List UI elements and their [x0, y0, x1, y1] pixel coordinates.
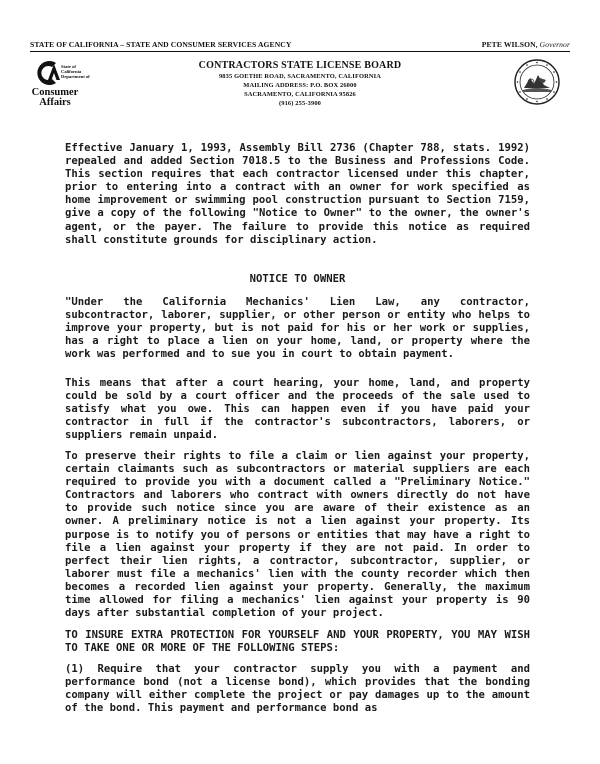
notice-title: NOTICE TO OWNER	[249, 273, 346, 285]
board-city: SACRAMENTO, CALIFORNIA 95826	[244, 91, 356, 98]
board-name: CONTRACTORS STATE LICENSE BOARD	[198, 60, 402, 71]
agency-name: STATE OF CALIFORNIA – STATE AND CONSUMER SERVICES AGENCY	[30, 40, 292, 49]
header-rule	[30, 51, 570, 52]
notice-paragraph-2: This means that after a court hearing, your home, land, and property could be sold by a court officer and the proceeds of the sale used to satisfy what you owe. This can happen even if you have paid your contractor in full if the contractor's subcontractors, laborers, or suppliers remain unpaid.	[65, 377, 530, 442]
step-1-paragraph: (1) Require that your contractor supply you with a payment and performance bond (not a license bond), which provides that the bonding company will either complete the project or pay damages up to the amount of the bond. This payment and performance bond as	[65, 663, 530, 715]
logo-caption: State of California Department of	[61, 64, 90, 80]
board-phone: (916) 255-3900	[278, 100, 322, 107]
protection-heading: TO INSURE EXTRA PROTECTION FOR YOURSELF AND YOUR PROPERTY, YOU MAY WISH TO TAKE ONE OR MORE OF THE FOLLOWING STEPS:	[65, 629, 530, 655]
notice-paragraph-3: To preserve their rights to file a claim or lien against your property, certain claimants such as subcontractors or material suppliers are each required to provide you with a document called a "Preliminary Notice." Contractors and laborers who contract with owners directly do not have to provide such notice since you are aware of their existence as an owner. A preliminary notice is not a lien against your property. Its purpose is to notify you of persons or entities that may have a right to file a lien against your property if they are not paid. In order to perfect their lien rights, a contractor, subcontractor, supplier, or laborer must file a mechanics' lien with the county recorder which then becomes a recorded lien against your property. Generally, the maximum time allowed for filing a mechanics' lien against your property is 90 days after substantial completion of your project.	[65, 450, 530, 620]
state-seal-icon	[506, 58, 568, 106]
governor-title: Governor	[539, 40, 570, 49]
notice-paragraph-1: "Under the California Mechanics' Lien Law, any contractor, subcontractor, laborer, supplier, or other person or entity who helps to improve your property, but is not paid for his or her work or supplies, has a right to place a lien on your home, land, or property where the work was performed and to sue you in court to obtain payment.	[65, 296, 530, 361]
consumer-affairs-logo	[30, 58, 110, 120]
logo-brand: Consumer Affairs	[31, 87, 79, 108]
board-mailing: MAILING ADDRESS: P.O. BOX 26000	[243, 82, 357, 89]
governor-name: PETE WILSON,	[481, 40, 538, 49]
intro-paragraph: Effective January 1, 1993, Assembly Bill 2736 (Chapter 788, stats. 1992) repealed and added Section 7018.5 to the Business and Professions Code. This section requires that each contractor licensed under this chapter, prior to entering into a contract with an owner for work specified as home improvement or swimming pool construction pursuant to Section 7159, give a copy of the following "Notice to Owner" to the owner, the owner's agent, or the payer. The failure to provide this notice as required shall constitute grounds for disciplinary action.	[65, 142, 530, 246]
ca-logo-icon	[34, 58, 64, 88]
board-letterhead	[150, 60, 450, 108]
governor-credit	[482, 40, 570, 49]
board-street: 9835 GOETHE ROAD, SACRAMENTO, CALIFORNIA	[218, 73, 382, 80]
